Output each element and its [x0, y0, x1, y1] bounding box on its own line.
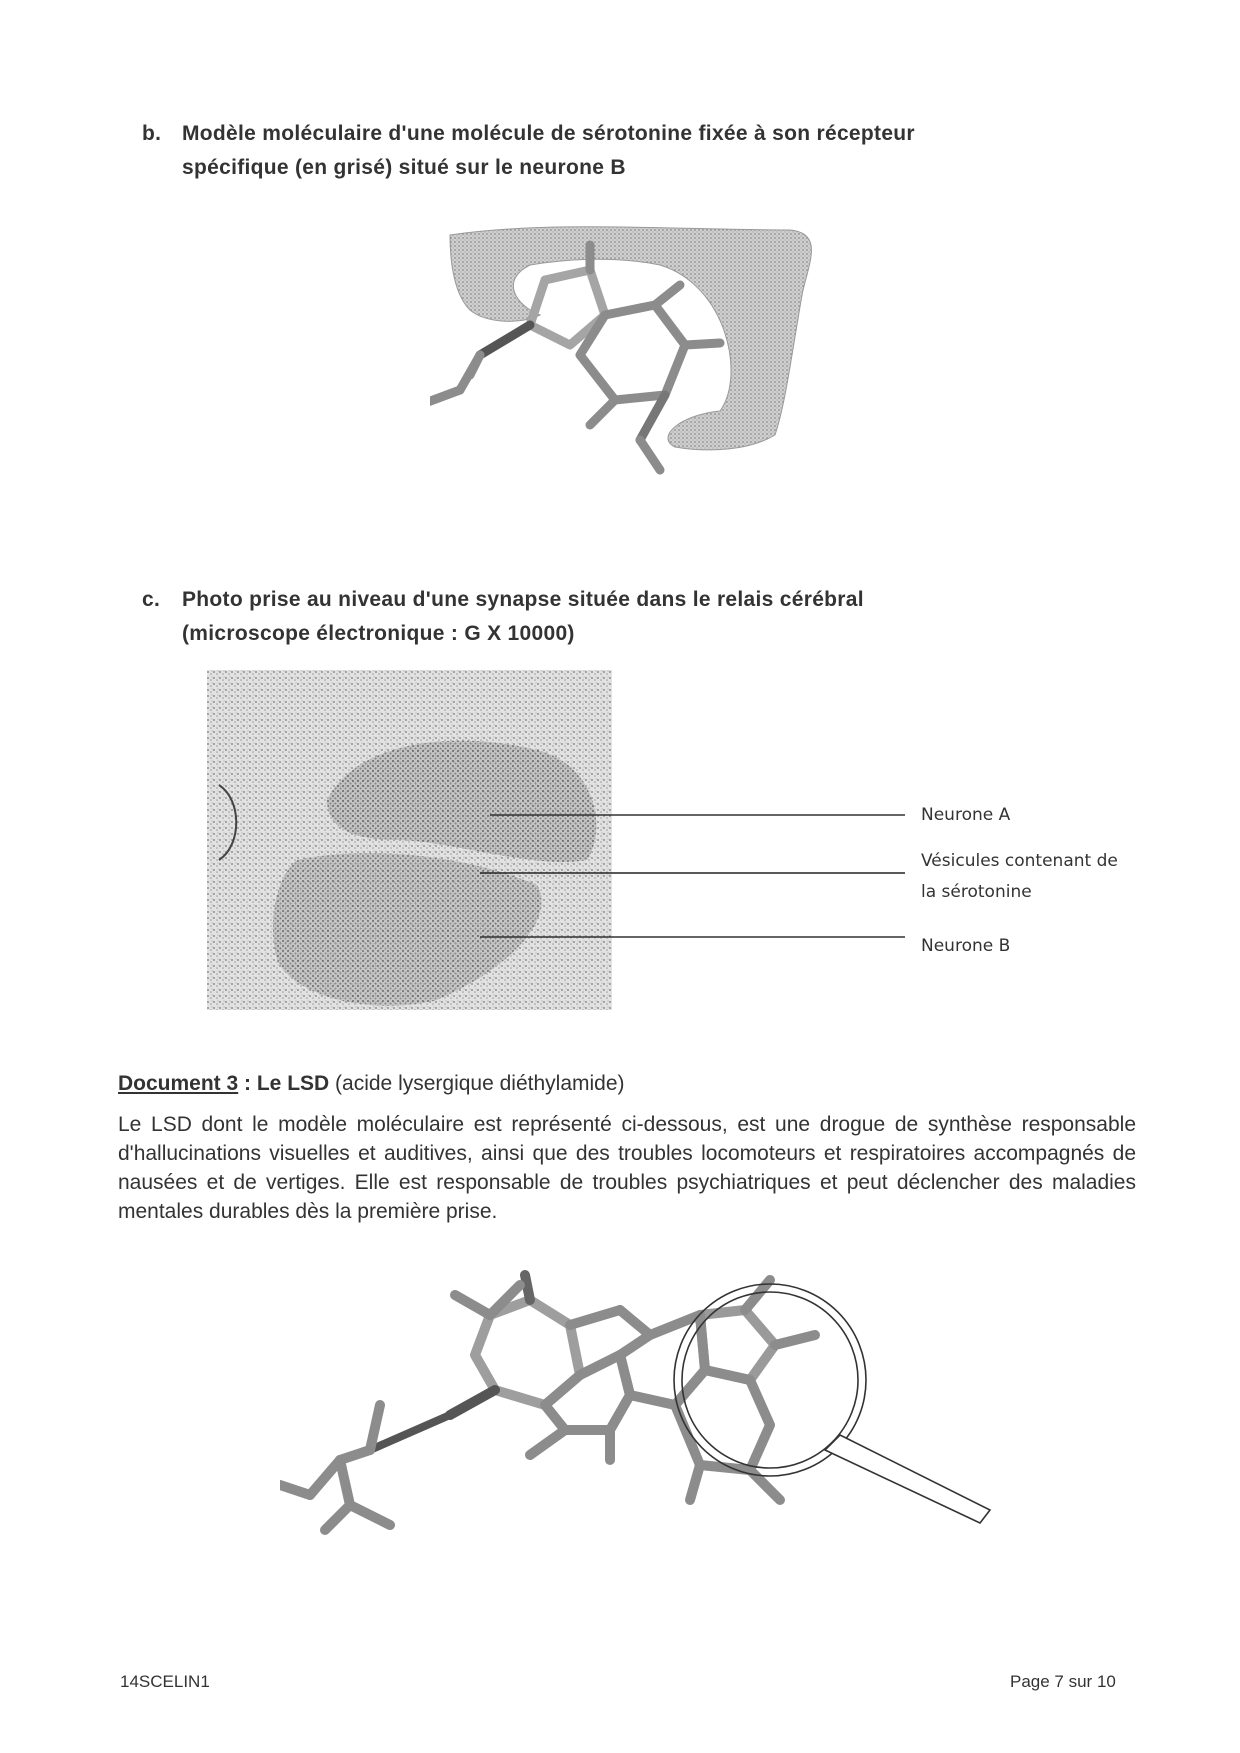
- lsd-molecule: [280, 1275, 815, 1530]
- document3-separator: :: [238, 1072, 257, 1095]
- section-c-line2: (microscope électronique : G X 10000): [182, 622, 575, 645]
- document3-title: [118, 1072, 625, 1096]
- serotonin-receptor-model: [430, 225, 850, 545]
- section-c-marker: c.: [142, 588, 161, 611]
- section-c-line1: Photo prise au niveau d'une synapse située dans le relais cérébral: [182, 588, 864, 611]
- lsd-molecular-model: [280, 1255, 1000, 1635]
- micrograph-pointer-lines: [480, 800, 910, 950]
- label-neurone-a: Neurone A: [921, 805, 1011, 825]
- section-b-marker: b.: [142, 122, 162, 145]
- section-b-heading: [142, 117, 1102, 185]
- section-b-line1: Modèle moléculaire d'une molécule de sérotonine fixée à son récepteur: [182, 122, 915, 145]
- magnifying-glass-icon: [674, 1284, 990, 1523]
- document3-paragraph: Le LSD dont le modèle moléculaire est représenté ci-dessous, est une drogue de synthèse responsable d'hallucinations visuelles et auditives, ainsi que des troubles locomoteurs et respiratoires accompagnés de nausées et de vertiges. Elle est responsable de troubles psychiatriques et peut déclencher des maladies mentales durables dès la première prise.: [118, 1113, 1136, 1223]
- label-vesicles-line2: la sérotonine: [921, 882, 1032, 902]
- document3-title-rest: (acide lysergique diéthylamide): [329, 1072, 625, 1095]
- label-neurone-b: Neurone B: [921, 936, 1011, 956]
- label-vesicles-line1: Vésicules contenant de: [921, 851, 1118, 871]
- footer-page-number: Page 7 sur 10: [1010, 1672, 1116, 1691]
- section-c-heading: [142, 583, 1102, 651]
- document3-title-bold: Le LSD: [256, 1072, 330, 1095]
- footer-code: 14SCELIN1: [120, 1672, 210, 1691]
- section-b-line2: spécifique (en grisé) situé sur le neurone B: [182, 156, 626, 179]
- document3-label: Document 3: [118, 1072, 239, 1095]
